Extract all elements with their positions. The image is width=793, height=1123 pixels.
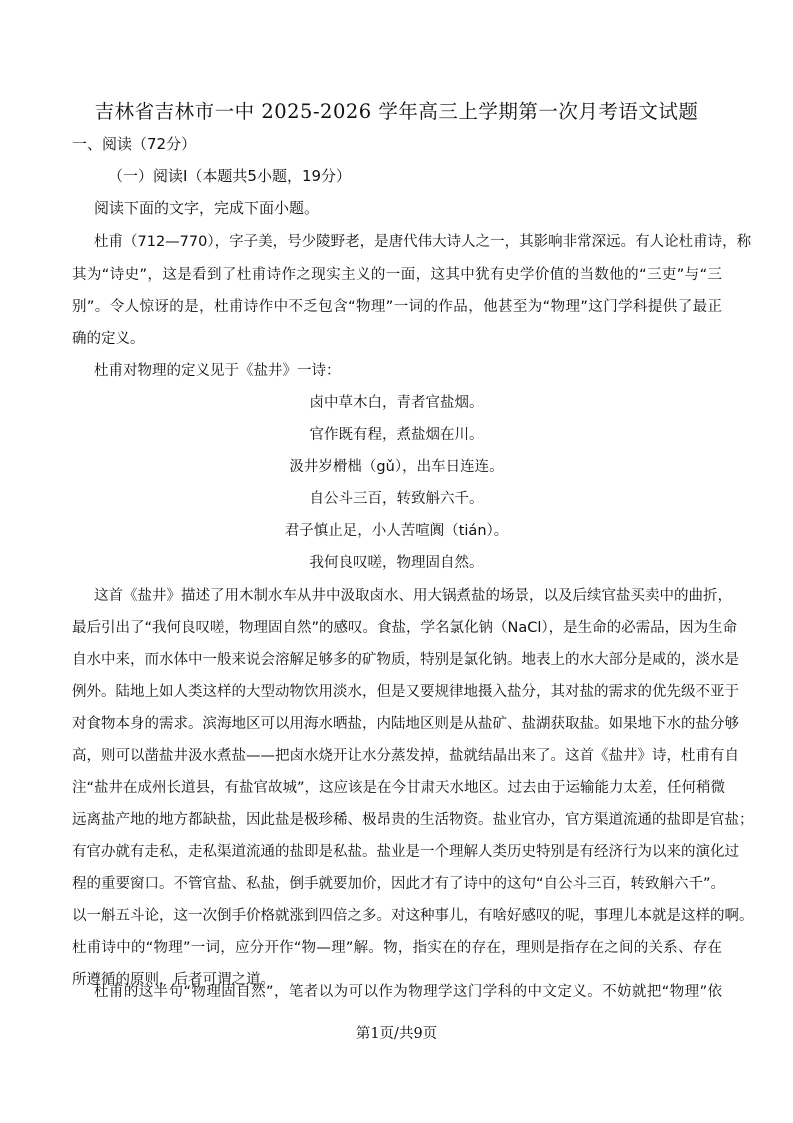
para2-text: 杜甫对物理的定义见于《盐井》一诗：: [94, 363, 341, 379]
poem-line: 卤中草木白，青者官盐烟。: [309, 395, 484, 411]
para3-line: 对食物本身的需求。滨海地区可以用海水晒盐，内陆地区则是从盐矿、盐湖获取盐。如果地下水的盐分够: [72, 716, 739, 732]
poem-line: 君子慎止足，小人苦喧阗（tián）。: [284, 523, 509, 539]
para3-line: 杜甫诗中的“物理”一词，应分开作“物—理”解。物，指实在的存在，理则是指存在之间的关系、存在: [72, 940, 722, 956]
para3-line: 远离盐产地的地方都缺盐，因此盐是极珍稀、极昂贵的生活物资。盐业官办，官方渠道流通的盐即是官盐；: [72, 812, 754, 828]
poem-line: 汲井岁榾柮（gǔ），出车日连连。: [289, 459, 504, 475]
subsection-heading: （一）阅读Ⅰ（本题共5小题，19分）: [108, 167, 352, 185]
para1-line: 其为“诗史”，这是看到了杜甫诗作之现实主义的一面，这其中犹有史学价值的当数他的“三吏”与“三: [72, 267, 722, 283]
instruction-text: 阅读下面的文字，完成下面小题。: [94, 199, 320, 217]
para1-line: 别”。令人惊讶的是，杜甫诗作中不乏包含“物理”一词的作品，他甚至为“物理”这门学科提供了最正: [72, 299, 722, 315]
para3-line: 最后引出了“我何良叹嗟，物理固自然”的感叹。食盐，学名氯化钠（NaCl），是生命的必需品，因为生命: [72, 620, 738, 636]
poem-line: 自公斗三百，转致斛六千。: [309, 491, 484, 507]
para4-line: 杜甫的这半句“物理固自然”，笔者以为可以作为物理学这门学科的中文定义。不妨就把“物理”依: [94, 984, 722, 1000]
page-title: 吉林省吉林市一中 2025-2026 学年高三上学期第一次月考语文试题: [94, 100, 699, 123]
para3-line: 注“盐井在成州长道县，有盐官故城”，这应该是在今甘肃天水地区。过去由于运输能力太差，任何稍微: [72, 780, 726, 796]
para1-line: 确的定义。: [72, 331, 145, 347]
para3-line: 这首《盐井》描述了用木制水车从井中汲取卤水、用大锅煮盐的场景，以及后续官盐买卖中的曲折，: [94, 588, 732, 604]
para3-line: 例外。陆地上如人类这样的大型动物饮用淡水，但是又要规律地摄入盐分，其对盐的需求的优先级不亚于: [72, 684, 739, 700]
para1-line: 杜甫（712—770），字子美，号少陵野老，是唐代伟大诗人之一，其影响非常深远。有人论杜甫诗，称: [94, 234, 752, 250]
poem-line: 官作既有程，煮盐烟在川。: [309, 427, 484, 443]
para3-line: 自水中来，而水体中一般来说会溶解足够多的矿物质，特别是氯化钠。地表上的水大部分是咸的，淡水是: [72, 652, 739, 668]
section-heading: 一、阅读（72分）: [72, 135, 197, 153]
para3-line: 以一斛五斗论，这一次倒手价格就涨到四倍之多。对这种事儿，有啥好感叹的呢，事理儿本就是这样的啊。: [72, 908, 754, 924]
para3-line: 所遵循的原则，后者可谓之道。: [72, 972, 275, 988]
poem-line: 我何良叹嗟，物理固自然。: [309, 555, 484, 571]
page-number: 第1页/共9页: [355, 1026, 438, 1042]
para3-line: 高，则可以凿盐井汲水煮盐——把卤水烧开让水分蒸发掉，盐就结晶出来了。这首《盐井》诗，杜甫有自: [72, 748, 739, 764]
para3-line: 程的重要窗口。不管官盐、私盐，倒手就要加价，因此才有了诗中的这句“自公斗三百，转致斛六千”。: [72, 876, 726, 892]
para3-line: 有官办就有走私，走私渠道流通的盐即是私盐。盐业是一个理解人类历史特别是有经济行为以来的演化过: [72, 844, 739, 860]
